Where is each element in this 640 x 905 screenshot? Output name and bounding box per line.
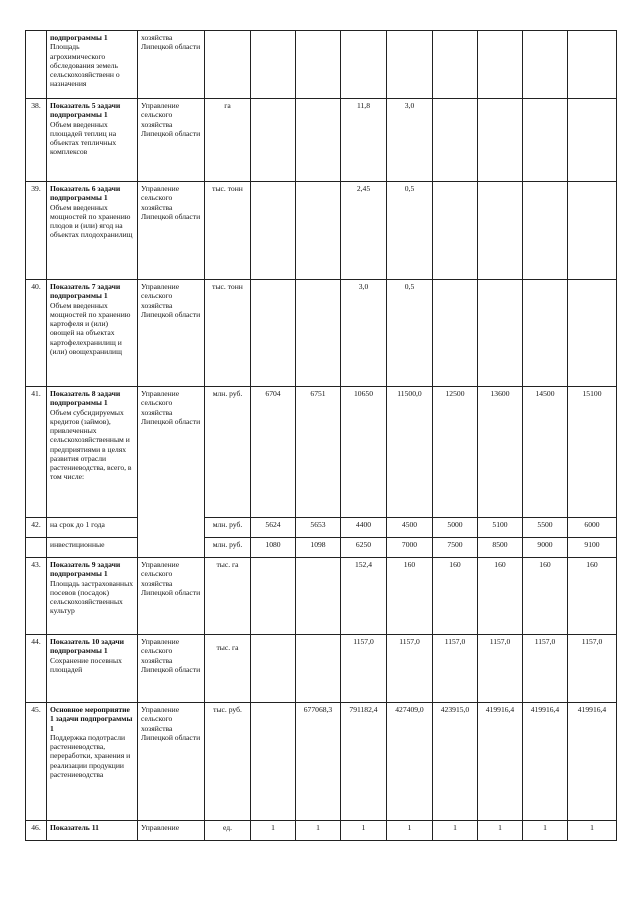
unit-of-measure: тыс. тонн [205,280,251,387]
year-value [296,99,341,182]
year-value [387,31,433,99]
year-value [478,31,523,99]
year-value: 423915,0 [433,703,478,821]
year-value: 160 [478,558,523,635]
year-value: 1 [387,821,433,841]
year-value: 3,0 [387,99,433,182]
year-value: 6250 [341,538,387,558]
table-row [26,635,617,703]
indicator-title: Показатель 11 [50,823,99,832]
indicator-description: Поддержка подотрасли растениеводства, переработки, хранения и реализации продукции растениеводства [50,732,131,779]
year-value [478,182,523,280]
year-value: 160 [387,558,433,635]
year-value: 7000 [387,538,433,558]
year-value [251,635,296,703]
year-value [523,280,568,387]
year-value: 1080 [251,538,296,558]
indicator-title: Показатель 10 задачи подпрограммы 1 [50,637,125,656]
year-value [341,31,387,99]
year-value: 9100 [568,538,617,558]
indicator-title: Показатель 6 задачи подпрограммы 1 [50,184,121,203]
responsible-executor: Управление сельского хозяйства Липецкой области [138,635,205,703]
year-value: 5653 [296,518,341,538]
year-value [251,280,296,387]
unit-of-measure: млн. руб. [205,387,251,518]
indicator-title: подпрограммы 1 [50,33,108,42]
indicator-description: инвестиционные [50,540,105,549]
indicator-name [47,703,138,821]
year-value: 3,0 [341,280,387,387]
year-value: 1157,0 [568,635,617,703]
year-value [251,99,296,182]
table-row [26,31,617,99]
unit-of-measure: млн. руб. [205,538,251,558]
year-value: 13600 [478,387,523,518]
row-number: 45. [26,703,47,821]
row-number [26,31,47,99]
table-row [26,703,617,821]
year-value [296,182,341,280]
indicator-title: Основное мероприятие 1 задачи подпрограммы 1 [50,705,133,733]
year-value: 5500 [523,518,568,538]
year-value [568,280,617,387]
unit-of-measure [205,31,251,99]
year-value: 160 [568,558,617,635]
unit-of-measure: млн. руб. [205,518,251,538]
indicator-title: Показатель 7 задачи подпрограммы 1 [50,282,121,301]
year-value: 1157,0 [523,635,568,703]
indicator-name [47,99,138,182]
indicator-name [47,518,138,538]
indicator-title: Показатель 5 задачи подпрограммы 1 [50,101,121,120]
year-value: 152,4 [341,558,387,635]
indicator-name [47,558,138,635]
year-value [523,182,568,280]
indicator-name [47,821,138,841]
year-value: 5100 [478,518,523,538]
year-value: 1157,0 [433,635,478,703]
year-value: 15100 [568,387,617,518]
year-value [568,99,617,182]
indicator-name [47,538,138,558]
row-number: 46. [26,821,47,841]
year-value: 160 [433,558,478,635]
year-value [296,280,341,387]
year-value: 10650 [341,387,387,518]
row-number: 40. [26,280,47,387]
responsible-executor: хозяйства Липецкой области [138,31,205,99]
year-value: 419916,4 [478,703,523,821]
table-row [26,99,617,182]
indicator-description: Объем введенных площадей теплиц на объектах тепличных комплексов [50,119,117,157]
row-number: 42. [26,518,47,538]
indicator-title: Показатель 9 задачи подпрограммы 1 [50,560,121,579]
year-value [478,280,523,387]
table-row [26,538,617,558]
unit-of-measure: тыс. га [205,558,251,635]
year-value [568,31,617,99]
year-value [433,31,478,99]
year-value: 12500 [433,387,478,518]
year-value: 419916,4 [523,703,568,821]
year-value: 1157,0 [387,635,433,703]
indicator-description: Объем субсидируемых кредитов (займов), привлеченных сельскохозяйственным и предприятиями в целях развития отрасли растениеводства, всего, в том числе: [50,407,132,482]
table-row [26,387,617,518]
row-number: 39. [26,182,47,280]
table-row [26,280,617,387]
year-value [433,99,478,182]
responsible-executor: Управление сельского хозяйства Липецкой области [138,182,205,280]
year-value: 419916,4 [568,703,617,821]
year-value: 1 [433,821,478,841]
year-value: 6704 [251,387,296,518]
year-value: 160 [523,558,568,635]
year-value [433,280,478,387]
responsible-executor: Управление сельского хозяйства Липецкой области [138,387,205,558]
table-row [26,518,617,538]
indicator-name [47,182,138,280]
row-number: 41. [26,387,47,518]
year-value: 6751 [296,387,341,518]
row-number: 43. [26,558,47,635]
unit-of-measure: тыс. га [205,635,251,703]
year-value [251,182,296,280]
table-row [26,821,617,841]
year-value [568,182,617,280]
year-value [478,99,523,182]
responsible-executor: Управление сельского хозяйства Липецкой области [138,703,205,821]
indicator-table-body [26,31,617,841]
responsible-executor: Управление сельского хозяйства Липецкой области [138,558,205,635]
indicator-title: Показатель 8 задачи подпрограммы 1 [50,389,121,408]
year-value: 1157,0 [478,635,523,703]
year-value [251,31,296,99]
indicator-name [47,635,138,703]
unit-of-measure: тыс. руб. [205,703,251,821]
year-value: 8500 [478,538,523,558]
year-value: 5624 [251,518,296,538]
indicator-description: Объем введенных мощностей по хранению картофеля и (или) овощей на объектах картофелехранилищ и (или) овощехранилищ [50,300,131,356]
year-value [251,703,296,821]
year-value: 1098 [296,538,341,558]
indicator-description: Площадь агрохимического обследования земель сельскохозяйственн о назначения [50,42,120,89]
year-value: 5000 [433,518,478,538]
unit-of-measure: га [205,99,251,182]
year-value: 2,45 [341,182,387,280]
indicator-table [25,30,617,841]
year-value: 4400 [341,518,387,538]
indicator-description: на срок до 1 года [50,520,105,529]
year-value: 9000 [523,538,568,558]
year-value: 1 [523,821,568,841]
year-value: 7500 [433,538,478,558]
year-value: 1 [478,821,523,841]
row-number: 38. [26,99,47,182]
year-value: 427409,0 [387,703,433,821]
responsible-executor: Управление сельского хозяйства Липецкой области [138,99,205,182]
year-value: 11500,0 [387,387,433,518]
year-value: 791182,4 [341,703,387,821]
year-value: 1 [341,821,387,841]
table-row [26,182,617,280]
year-value: 1 [296,821,341,841]
year-value: 14500 [523,387,568,518]
year-value [433,182,478,280]
table-row [26,558,617,635]
year-value: 1157,0 [341,635,387,703]
year-value [296,635,341,703]
year-value: 677068,3 [296,703,341,821]
year-value [296,558,341,635]
indicator-description: Сохранение посевных площадей [50,655,122,674]
responsible-executor: Управление сельского хозяйства Липецкой области [138,280,205,387]
year-value: 1 [251,821,296,841]
year-value [251,558,296,635]
year-value: 4500 [387,518,433,538]
year-value [296,31,341,99]
year-value: 6000 [568,518,617,538]
indicator-name [47,387,138,518]
year-value [523,31,568,99]
row-number [26,538,47,558]
year-value: 0,5 [387,182,433,280]
indicator-description: Объем введенных мощностей по хранению плодов и (или) ягод на объектах плодохранилищ [50,202,133,240]
responsible-executor: Управление [138,821,205,841]
indicator-description: Площадь застрахованных посевов (посадок) сельскохозяйственных культур [50,578,134,616]
unit-of-measure: ед. [205,821,251,841]
indicator-name [47,280,138,387]
year-value [523,99,568,182]
indicator-name [47,31,138,99]
year-value: 11,8 [341,99,387,182]
year-value: 0,5 [387,280,433,387]
row-number: 44. [26,635,47,703]
unit-of-measure: тыс. тонн [205,182,251,280]
year-value: 1 [568,821,617,841]
